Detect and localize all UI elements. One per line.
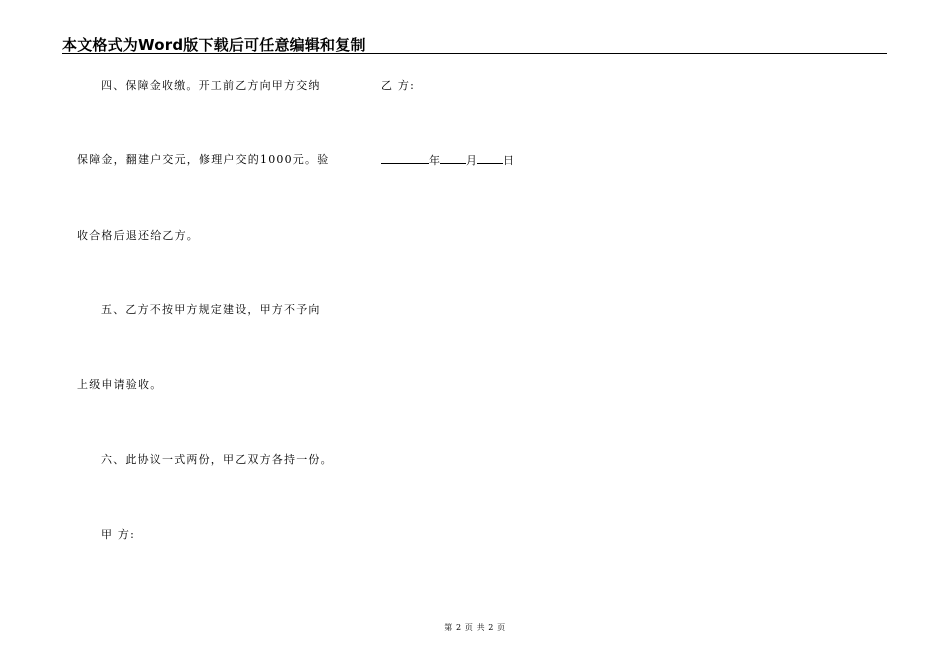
party-a-label: 甲 方: — [101, 528, 136, 541]
page-header-title: 本文格式为Word版下载后可任意编辑和复制 — [62, 36, 366, 54]
clause-5-line-2: 上级申请验收。 — [77, 378, 163, 391]
clause-4-line-3: 收合格后退还给乙方。 — [77, 229, 199, 242]
day-label: 日 — [503, 154, 514, 167]
month-blank — [440, 153, 466, 164]
party-b-label: 乙 方: — [381, 79, 416, 92]
clause-5-line-1: 五、乙方不按甲方规定建设，甲方不予向 — [101, 303, 321, 316]
clause-4-line-2: 保障金，翻建户交元，修理户交的1000元。验 — [77, 153, 330, 166]
clause-4-line-1: 四、保障金收缴。开工前乙方向甲方交纳 — [101, 79, 321, 92]
signature-date-line — [381, 153, 514, 168]
month-label: 月 — [466, 154, 477, 167]
day-blank — [477, 153, 503, 164]
header-divider — [62, 53, 887, 54]
page-footer: 第 2 页 共 2 页 — [444, 623, 506, 632]
year-blank — [381, 153, 429, 164]
clause-6-line-1: 六、此协议一式两份，甲乙双方各持一份。 — [101, 453, 333, 466]
year-label: 年 — [429, 154, 440, 167]
